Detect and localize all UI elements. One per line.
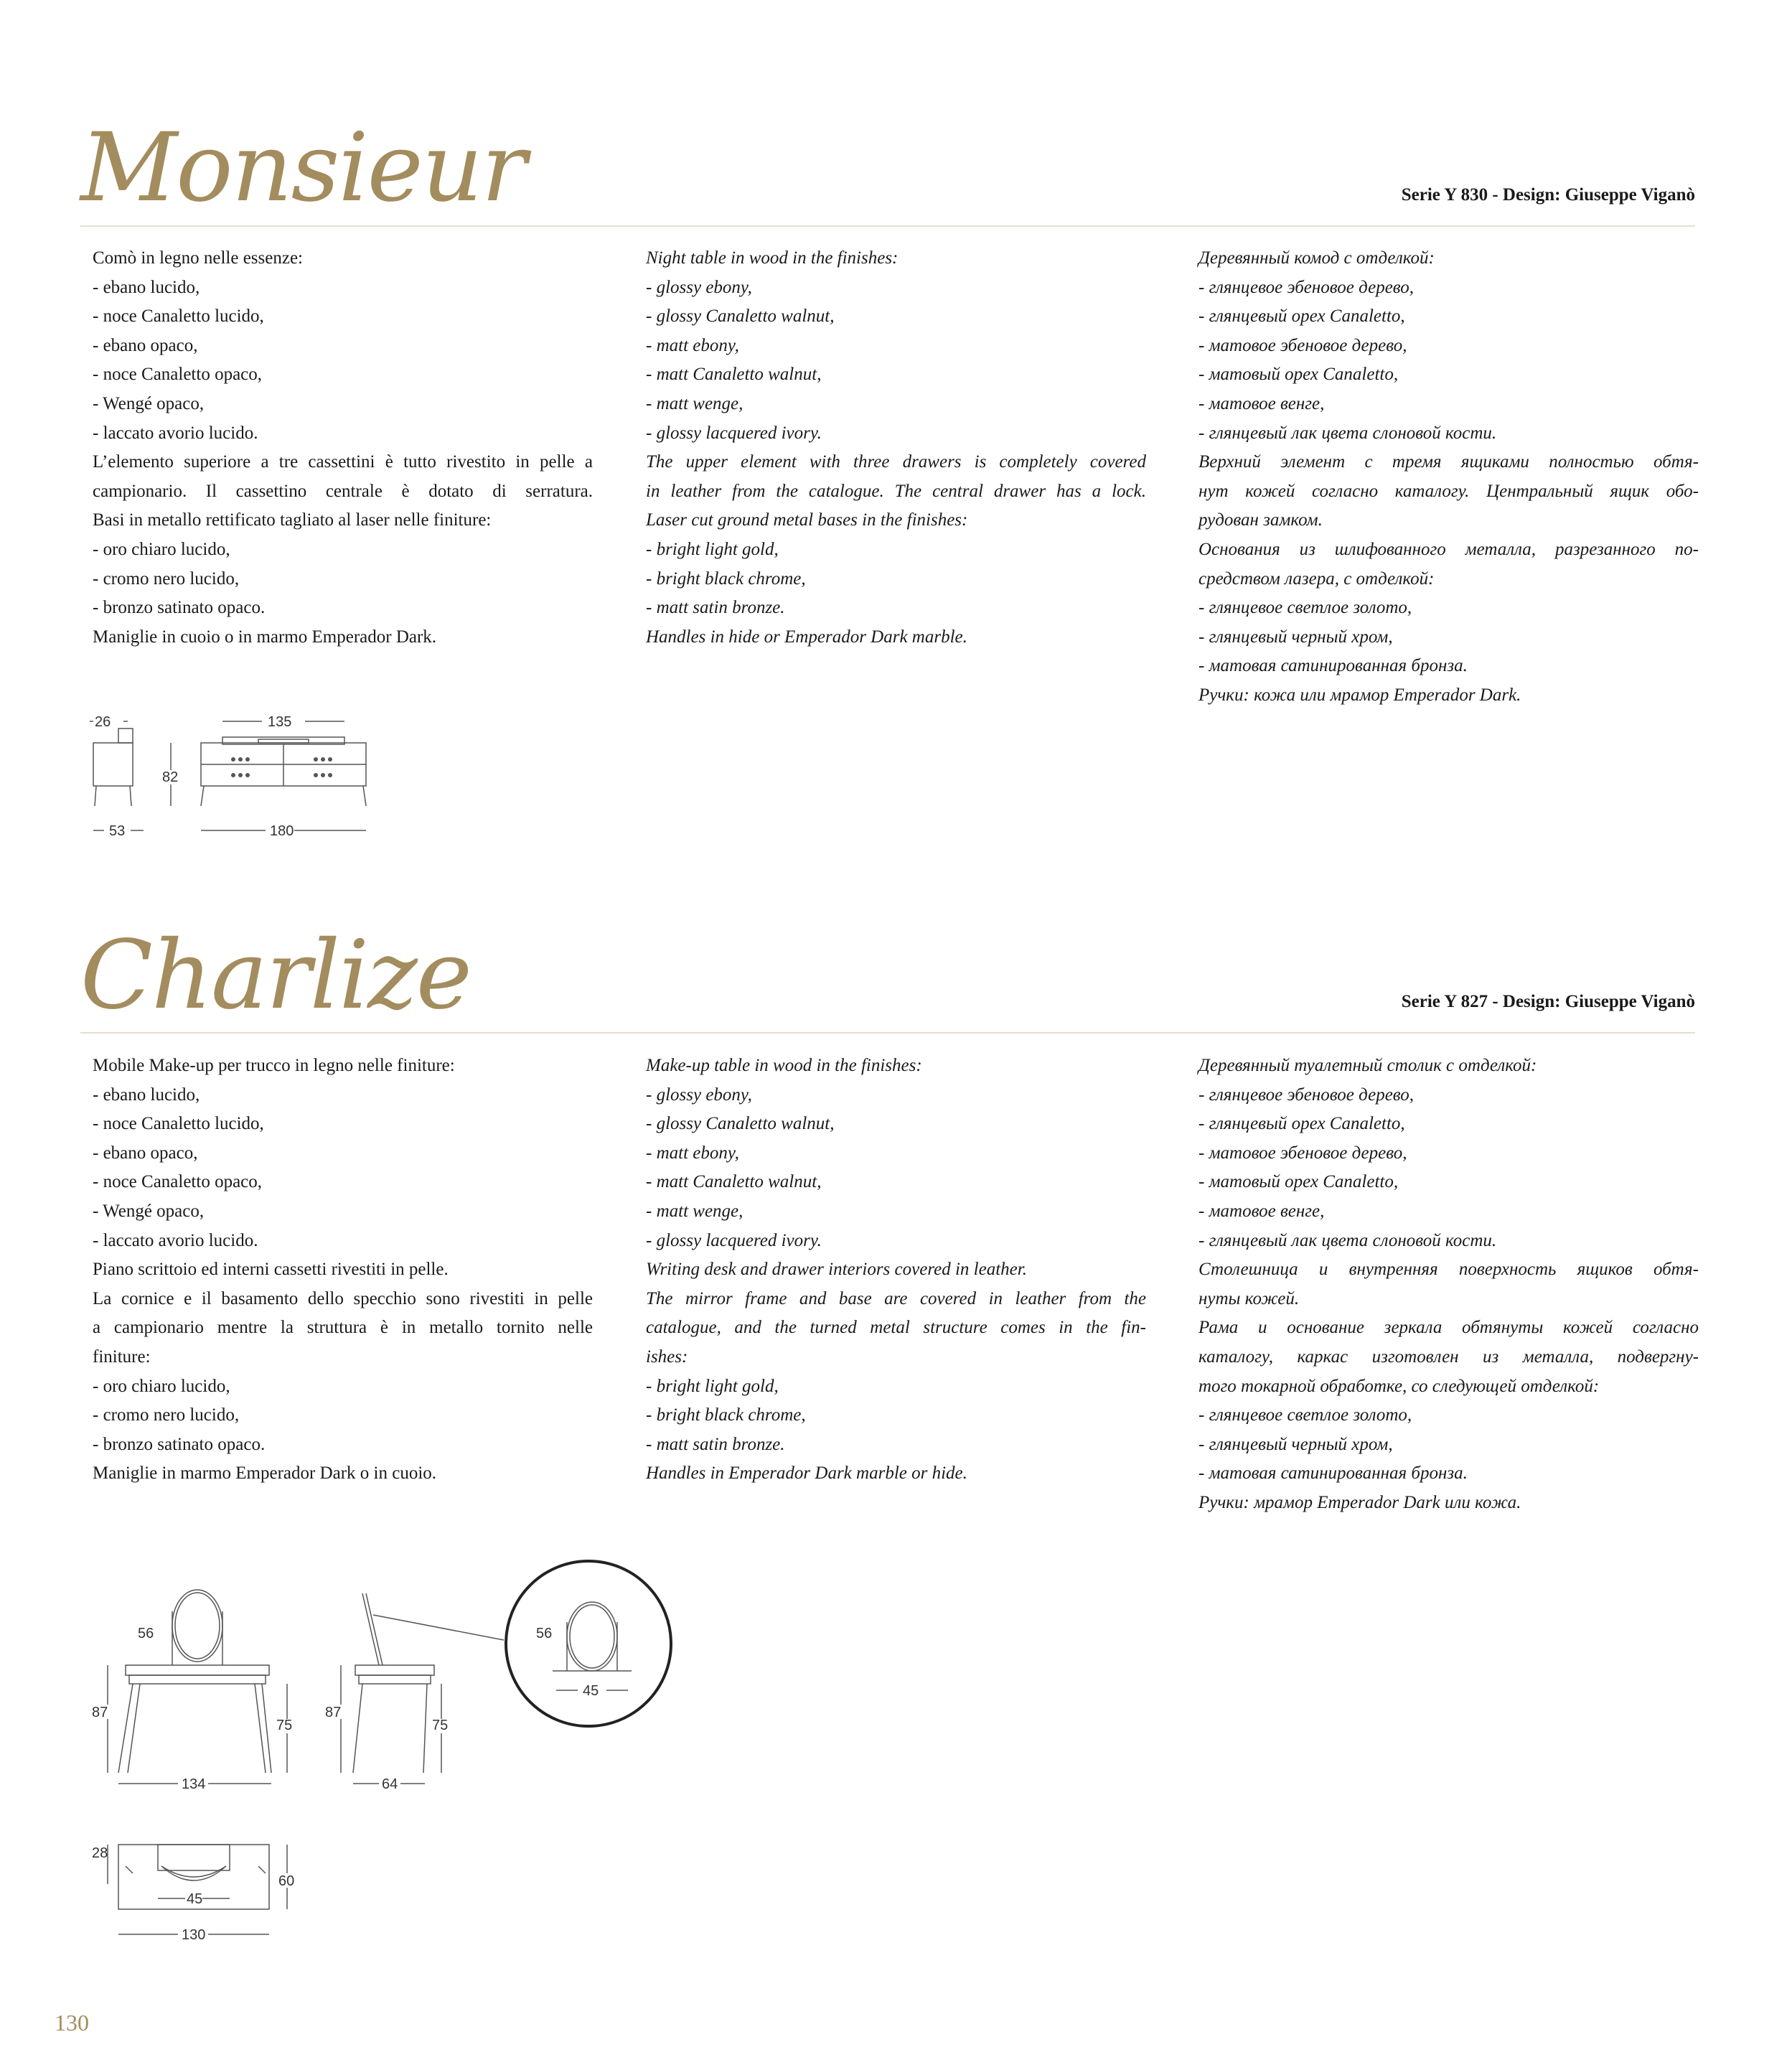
divider-charlize <box>80 1032 1695 1034</box>
dim-plan-width: 130 <box>182 1927 206 1943</box>
text-line: - глянцевый орех Canaletto, <box>1198 1114 1405 1134</box>
text-line: - ebano lucido, <box>93 1085 200 1105</box>
dim-width: 180 <box>270 823 294 839</box>
text-line: - noce Canaletto lucido, <box>93 1114 264 1134</box>
text-line: Деревянный комод с отделкой: <box>1198 248 1435 268</box>
text-line: campionario. Il cassettino centrale è dotato di serratura. <box>93 481 593 501</box>
text-line: Basi in metallo rettificato tagliato al laser nelle finiture: <box>93 510 492 530</box>
text-line: - bronzo satinato opaco. <box>93 1434 266 1454</box>
dim-mirror-width: 45 <box>583 1683 599 1699</box>
text-line: - glossy lacquered ivory. <box>646 1230 822 1250</box>
text-line: каталогу, каркас изготовлен из металла, подвергну- <box>1198 1346 1699 1367</box>
text-line: - bright light gold, <box>646 1376 779 1396</box>
text-line: Maniglie in marmo Emperador Dark o in cuoio. <box>93 1463 437 1484</box>
description-italian-charlize <box>93 1051 593 1489</box>
text-line: in leather from the catalogue. The central drawer has a lock. <box>646 481 1146 501</box>
text-line: - noce Canaletto opaco, <box>93 365 263 385</box>
dim-plan-depth: 60 <box>278 1873 295 1889</box>
dim-table-height-side: 75 <box>432 1718 449 1733</box>
text-line: - bronzo satinato opaco. <box>93 598 266 618</box>
text-line: средством лазера, с отделкой: <box>1198 568 1435 589</box>
description-english-monsieur <box>646 244 1146 652</box>
text-line: Ручки: мрамор Emperador Dark или кожа. <box>1198 1492 1521 1512</box>
section-title-charlize: Charlize <box>80 920 471 1031</box>
text-line: - bright light gold, <box>646 539 779 559</box>
text-line: - глянцевый лак цвета слоновой кости. <box>1198 423 1497 443</box>
text-line: - oro chiaro lucido, <box>93 1376 230 1396</box>
dim-mirror-detail: 56 <box>536 1626 553 1641</box>
text-line: a campionario mentre la struttura è in metallo tornito nelle <box>93 1318 593 1338</box>
text-line: - глянцевый лак цвета слоновой кости. <box>1198 1230 1497 1250</box>
section-title-monsieur: Monsieur <box>80 113 525 223</box>
text-line: The mirror frame and base are covered in leather from the <box>646 1288 1146 1308</box>
text-line: - глянцевый орех Canaletto, <box>1198 306 1405 327</box>
text-line: - noce Canaletto opaco, <box>93 1172 263 1192</box>
text-line: - matt ebony, <box>646 1143 739 1163</box>
divider-monsieur <box>80 225 1695 227</box>
text-line: - glossy Canaletto walnut, <box>646 306 835 327</box>
text-line: - matt ebony, <box>646 335 739 355</box>
text-line: - glossy ebony, <box>646 1085 752 1105</box>
text-line: - глянцевый черный хром, <box>1198 627 1393 647</box>
text-line: Writing desk and drawer interiors covered in leather. <box>646 1260 1027 1280</box>
text-line: Основания из шлифованного металла, разрезанного по- <box>1198 539 1699 559</box>
dim-depth-side: 64 <box>382 1776 398 1792</box>
text-line: - глянцевое эбеновое дерево, <box>1198 1085 1415 1105</box>
text-line: - bright black chrome, <box>646 1405 806 1425</box>
text-line: - матовое венге, <box>1198 393 1325 413</box>
monsieur-dimension-drawing <box>86 707 373 843</box>
text-line: - matt wenge, <box>646 393 743 413</box>
text-line: - матовая сатинированная бронза. <box>1198 656 1468 676</box>
text-line: - матовая сатинированная бронза. <box>1198 1463 1468 1484</box>
text-line: ishes: <box>646 1346 688 1367</box>
text-line: - матовое эбеновое дерево, <box>1198 335 1407 355</box>
series-label-charlize: Serie Y 827 - Design: Giuseppe Viganò <box>1401 992 1695 1011</box>
dim-mirror-front: 56 <box>138 1626 154 1641</box>
text-line: нут кожей согласно каталогу. Центральный ящик обо- <box>1198 481 1699 501</box>
text-line: - глянцевое эбеновое дерево, <box>1198 277 1415 297</box>
text-line: Piano scrittoio ed interni cassetti rivestiti in pelle. <box>93 1260 449 1280</box>
text-line: - glossy ebony, <box>646 277 752 297</box>
description-russian-monsieur <box>1198 244 1699 711</box>
text-line: Make-up table in wood in the finishes: <box>646 1056 922 1075</box>
text-line: нуты кожей. <box>1198 1288 1300 1308</box>
text-line: Night table in wood in the finishes: <box>646 248 899 268</box>
text-line: - laccato avorio lucido. <box>93 423 258 443</box>
text-line: того токарной обработке, со следующей отделкой: <box>1198 1376 1600 1396</box>
text-line: - noce Canaletto lucido, <box>93 306 264 327</box>
text-line: - глянцевое светлое золото, <box>1198 1405 1412 1425</box>
text-line: finiture: <box>93 1346 151 1367</box>
text-line: Деревянный туалетный столик с отделкой: <box>1198 1056 1537 1075</box>
text-line: - glossy lacquered ivory. <box>646 423 822 443</box>
text-line: - matt Canaletto walnut, <box>646 1172 822 1192</box>
description-russian-charlize <box>1198 1051 1699 1518</box>
dim-height-side: 87 <box>325 1705 342 1720</box>
text-line: рудован замком. <box>1198 510 1323 530</box>
text-line: - глянцевое светлое золото, <box>1198 598 1412 618</box>
text-line: - Wengé opaco, <box>93 1201 205 1221</box>
page-number: 130 <box>55 2010 89 2036</box>
text-line: The upper element with three drawers is completely covered <box>646 452 1146 472</box>
text-line: - bright black chrome, <box>646 568 806 589</box>
charlize-dimension-drawing <box>86 1558 682 1959</box>
text-line: - Wengé opaco, <box>93 393 205 413</box>
dim-width-front: 134 <box>182 1776 206 1792</box>
text-line: - oro chiaro lucido, <box>93 539 230 559</box>
text-line: Верхний элемент с тремя ящиками полностью обтя- <box>1198 452 1699 472</box>
dim-height: 82 <box>162 769 179 785</box>
description-english-charlize <box>646 1051 1146 1489</box>
text-line: Handles in Emperador Dark marble or hide. <box>646 1463 967 1484</box>
text-line: - ebano opaco, <box>93 1143 198 1163</box>
series-label-monsieur: Serie Y 830 - Design: Giuseppe Viganò <box>1401 185 1695 205</box>
text-line: Comò in legno nelle essenze: <box>93 248 303 268</box>
text-line: Ручки: кожа или мрамор Emperador Dark. <box>1198 685 1521 705</box>
dim-table-height-front: 75 <box>276 1718 293 1733</box>
dim-width-top: 135 <box>268 714 292 730</box>
description-italian-monsieur <box>93 244 593 652</box>
text-line: Maniglie in cuoio o in marmo Emperador Dark. <box>93 627 437 647</box>
text-line: - matt wenge, <box>646 1201 743 1221</box>
dim-depth-top: 26 <box>95 714 111 730</box>
text-line: L’elemento superiore a tre cassettini è tutto rivestito in pelle a <box>93 452 593 472</box>
text-line: Столешница и внутренняя поверхность ящиков обтя- <box>1198 1260 1699 1280</box>
text-line: - glossy Canaletto walnut, <box>646 1114 835 1134</box>
text-line: Mobile Make-up per trucco in legno nelle finiture: <box>93 1056 455 1075</box>
text-line: Handles in hide or Emperador Dark marble. <box>646 627 967 647</box>
text-line: Рама и основание зеркала обтянуты кожей согласно <box>1198 1318 1699 1338</box>
text-line: - матовый орех Canaletto, <box>1198 1172 1399 1192</box>
dim-depth: 53 <box>109 823 126 839</box>
text-line: Laser cut ground metal bases in the finishes: <box>646 510 968 530</box>
text-line: - cromo nero lucido, <box>93 1405 240 1425</box>
text-line: - ebano lucido, <box>93 277 200 297</box>
text-line: - ebano opaco, <box>93 335 198 355</box>
text-line: - глянцевый черный хром, <box>1198 1434 1393 1454</box>
text-line: catalogue, and the turned metal structure comes in the fin- <box>646 1318 1146 1338</box>
text-line: - laccato avorio lucido. <box>93 1230 258 1250</box>
dim-height-front: 87 <box>92 1705 108 1720</box>
text-line: - matt satin bronze. <box>646 598 785 618</box>
dim-plan-drawer: 45 <box>187 1891 203 1907</box>
text-line: - cromo nero lucido, <box>93 568 240 589</box>
text-line: - matt satin bronze. <box>646 1434 785 1454</box>
text-line: La cornice e il basamento dello specchio sono rivestiti in pelle <box>93 1288 593 1308</box>
text-line: - matt Canaletto walnut, <box>646 365 822 385</box>
dim-plan-depth-top: 28 <box>92 1845 108 1861</box>
text-line: - матовое эбеновое дерево, <box>1198 1143 1407 1163</box>
text-line: - матовый орех Canaletto, <box>1198 365 1399 385</box>
text-line: - матовое венге, <box>1198 1201 1325 1221</box>
